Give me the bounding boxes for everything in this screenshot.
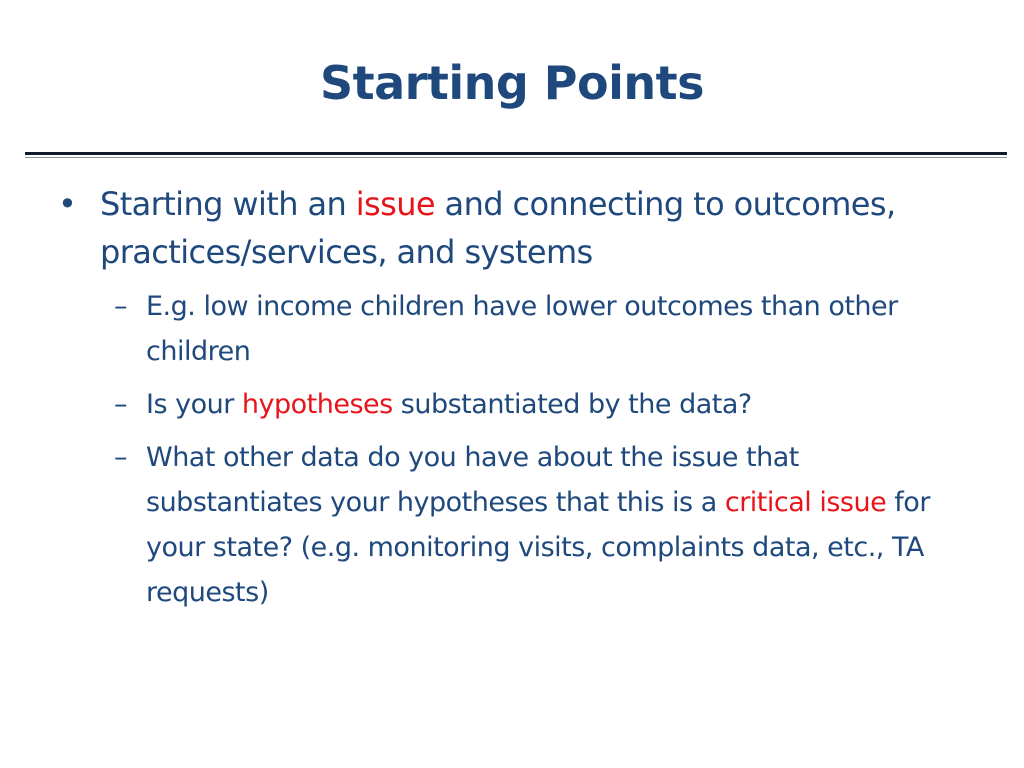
dash-icon: – xyxy=(114,291,127,322)
highlight-critical-issue: critical issue xyxy=(724,487,887,518)
highlight-issue: issue xyxy=(355,185,435,223)
bullet-text: Starting with an issue and connecting to outcomes, practices/services, and systems xyxy=(100,185,896,271)
sub-bullet-3 xyxy=(114,435,978,615)
slide-title: Starting Points xyxy=(320,56,704,110)
bullet-item-1 xyxy=(58,180,978,276)
sub-bullet-text: Is your hypotheses substantiated by the data? xyxy=(146,389,752,420)
bullet-icon: • xyxy=(58,185,77,223)
highlight-hypotheses: hypotheses xyxy=(241,389,393,420)
title-divider-shadow xyxy=(25,157,1007,158)
dash-icon: – xyxy=(114,442,127,473)
sub-bullet-text: What other data do you have about the issue that substantiates your hypotheses that this is a critical issue for your state? (e.g. monitoring visits, complaints data, etc., TA requests) xyxy=(146,442,930,608)
sub-bullet-text: E.g. low income children have lower outcomes than other children xyxy=(146,291,898,367)
sub-bullet-2 xyxy=(114,382,978,427)
slide-body xyxy=(58,180,978,615)
dash-icon: – xyxy=(114,389,127,420)
title-divider xyxy=(25,152,1007,155)
sub-bullet-1 xyxy=(114,284,978,374)
